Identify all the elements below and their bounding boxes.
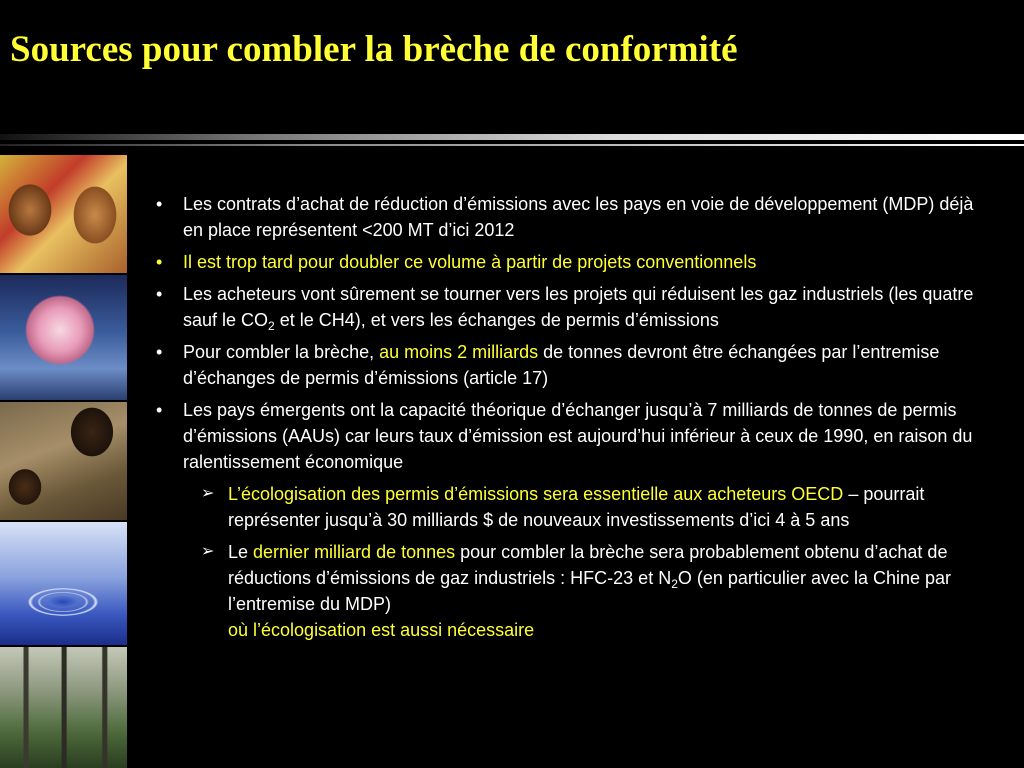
- highlight-text: L’écologisation des permis d’émissions sera essentielle aux acheteurs OECD: [228, 484, 844, 504]
- bullet-item-5: [156, 397, 986, 475]
- slide-title: Sources pour combler la brèche de conformité: [10, 29, 738, 70]
- photo-children: [0, 155, 127, 273]
- bullet-text-cont: de tonnes devront être échangées par l’entremise d’échanges de permis d’émissions (article 17): [183, 342, 940, 388]
- arrow-bullet-icon: ➢: [201, 485, 215, 502]
- photo-water-lily: [0, 275, 127, 400]
- subbullet-text: – pourrait représenter jusqu’à 30 milliards $ de nouveaux investissements d’ici 4 à 5 ans: [228, 484, 925, 530]
- subbullet-item-1: [201, 481, 986, 533]
- subscript: 2: [671, 577, 678, 591]
- bullet-icon: •: [156, 284, 163, 304]
- bullet-item-1: [156, 191, 986, 243]
- bullet-icon: •: [156, 252, 163, 272]
- bullet-text: Les contrats d’achat de réduction d’émissions avec les pays en voie de développement (MDP) déjà en place représentent <200 MT d’ici 2012: [183, 194, 974, 240]
- bullet-list: [156, 191, 986, 649]
- photo-forest: [0, 647, 127, 768]
- bullet-item-2: [156, 249, 986, 275]
- highlight-text-2: où l’écologisation est aussi nécessaire: [228, 620, 535, 640]
- bullet-text: Les pays émergents ont la capacité théorique d’échanger jusqu’à 7 milliards de tonnes de permis d’émissions (AAUs) car leurs taux d’émission est aujourd’hui inférieur à ceux de 1990, en raison du ralentissement économique: [183, 400, 973, 472]
- bullet-item-4: [156, 339, 986, 391]
- bullet-icon: •: [156, 400, 163, 420]
- bullet-text: Il est trop tard pour doubler ce volume à partir de projets conventionnels: [183, 252, 757, 272]
- bullet-text: Les acheteurs vont sûrement se tourner vers les projets qui réduisent les gaz industriels (les quatre sauf le CO: [183, 284, 974, 330]
- photo-strip: [0, 155, 127, 768]
- photo-water-drop: [0, 522, 127, 645]
- highlight-text: dernier milliard de tonnes: [253, 542, 456, 562]
- bullet-item-3: [156, 281, 986, 333]
- subbullet-text: Le: [228, 542, 254, 562]
- photo-mother-child: [0, 402, 127, 520]
- subbullet-text-cont: pour combler la brèche sera probablement obtenu d’achat de réductions d’émissions de gaz industriels : HFC-23 et N: [228, 542, 948, 588]
- bullet-icon: •: [156, 194, 163, 214]
- subscript: 2: [268, 319, 275, 333]
- bullet-icon: •: [156, 342, 163, 362]
- highlight-text: au moins 2 milliards: [379, 342, 539, 362]
- arrow-bullet-icon: ➢: [201, 543, 215, 560]
- bullet-text-cont: et le CH4), et vers les échanges de permis d’émissions: [274, 310, 719, 330]
- title-divider-thick: [0, 134, 1024, 140]
- bullet-text: Pour combler la brèche,: [183, 342, 380, 362]
- subbullet-text-cont2: O (en particulier avec la Chine par l’entremise du MDP): [228, 568, 952, 614]
- title-divider-thin: [0, 144, 1024, 146]
- subbullet-item-2: [201, 539, 986, 643]
